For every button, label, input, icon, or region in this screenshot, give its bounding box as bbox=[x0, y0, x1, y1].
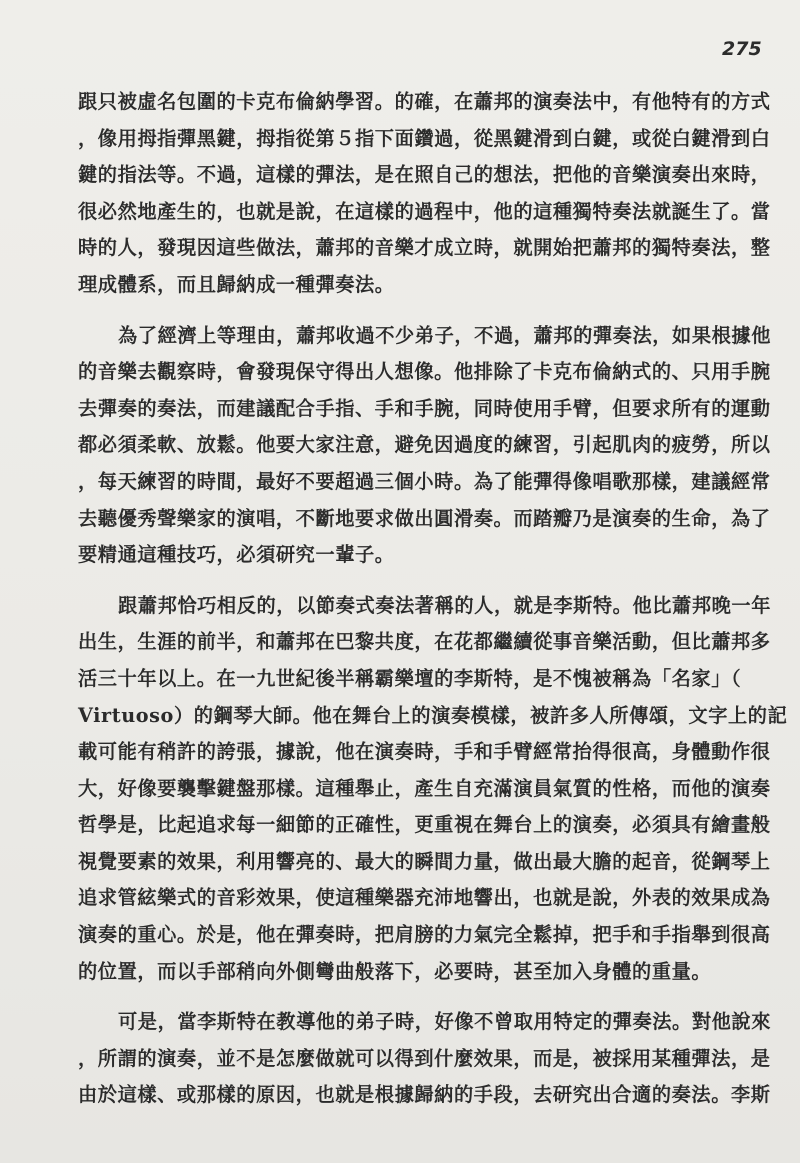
text-line: ，每天練習的時間，最好不要超過三個小時。為了能彈得像唱歌那樣，建議經常 bbox=[78, 469, 771, 493]
text-line: 很必然地產生的，也就是說，在這樣的過程中，他的這種獨特奏法就誕生了。當 bbox=[78, 199, 771, 223]
text-line: 要精通這種技巧，必須研究一輩子。 bbox=[78, 543, 395, 567]
text-line: 哲學是，比起追求每一細節的正確性，更重視在舞台上的演奏，必須具有繪畫般 bbox=[78, 813, 771, 837]
text-line: 理成體系，而且歸納成一種彈奏法。 bbox=[78, 272, 395, 296]
page-number: 275 bbox=[722, 38, 762, 60]
text-line: 時的人，發現因這些做法，蕭邦的音樂才成立時，就開始把蕭邦的獨特奏法，整 bbox=[78, 236, 771, 260]
text-line: 演奏的重心。於是，他在彈奏時，把肩膀的力氣完全鬆掉，把手和手指舉到很高 bbox=[78, 923, 771, 947]
text-line: 由於這樣、或那樣的原因，也就是根據歸納的手段，去研究出合適的奏法。李斯 bbox=[78, 1083, 771, 1107]
text-line: 活三十年以上。在一九世紀後半稱霸樂壇的李斯特，是不愧被稱為「名家」（ bbox=[78, 666, 742, 690]
text-line: 去聽優秀聲樂家的演唱，不斷地要求做出圓滑奏。而踏瓣乃是演奏的生命，為了 bbox=[78, 506, 771, 530]
text-line: 跟只被虛名包圍的卡克布倫納學習。的確，在蕭邦的演奏法中，有他特有的方式 bbox=[78, 90, 771, 113]
text-line: 跟蕭邦恰巧相反的，以節奏式奏法著稱的人，就是李斯特。他比蕭邦晚一年 bbox=[118, 593, 771, 617]
text-line: 的音樂去觀察時，會發現保守得出人想像。他排除了卡克布倫納式的、只用手腕 bbox=[78, 360, 771, 384]
text-line: 追求管絃樂式的音彩效果，使這種樂器充沛地響出，也就是說，外表的效果成為 bbox=[78, 886, 771, 910]
text-line: 載可能有稍許的誇張，據說，他在演奏時，手和手臂經常抬得很高，身體動作很 bbox=[78, 740, 771, 764]
text-line: 都必須柔軟、放鬆。他要大家注意，避免因過度的練習，引起肌肉的疲勞，所以 bbox=[78, 433, 771, 457]
text-line: ，所謂的演奏，並不是怎麼做就可以得到什麼效果，而是，被採用某種彈法，是 bbox=[78, 1046, 771, 1070]
text-line: 出生，生涯的前半，和蕭邦在巴黎共度，在花都繼續從事音樂活動，但比蕭邦多 bbox=[78, 630, 771, 654]
text-line: 的位置，而以手部稍向外側彎曲般落下，必要時，甚至加入身體的重量。 bbox=[78, 959, 712, 983]
text-line: 視覺要素的效果，利用響亮的、最大的瞬間力量，做出最大膽的起音，從鋼琴上 bbox=[78, 849, 771, 873]
text-line: Virtuoso）的鋼琴大師。他在舞台上的演奏模樣，被許多人所傳頌，文字上的記 bbox=[78, 703, 788, 727]
text-line: 大，好像要襲擊鍵盤那樣。這種舉止，產生自充滿演員氣質的性格，而他的演奏 bbox=[78, 776, 771, 800]
text-line: 為了經濟上等理由，蕭邦收過不少弟子，不過，蕭邦的彈奏法，如果根據他 bbox=[118, 323, 771, 347]
text-line: 去彈奏的奏法，而建議配合手指、手和手腕，同時使用手臂，但要求所有的運動 bbox=[78, 396, 771, 420]
body-text bbox=[78, 84, 788, 1114]
text-line: 鍵的指法等。不過，這樣的彈法，是在照自己的想法，把他的音樂演奏出來時， bbox=[78, 163, 771, 187]
text-line: 可是，當李斯特在教導他的弟子時，好像不曾取用特定的彈奏法。對他說來 bbox=[118, 1010, 771, 1034]
text-line: ，像用拇指彈黑鍵，拇指從第５指下面鑽過，從黑鍵滑到白鍵，或從白鍵滑到白 bbox=[78, 126, 771, 150]
